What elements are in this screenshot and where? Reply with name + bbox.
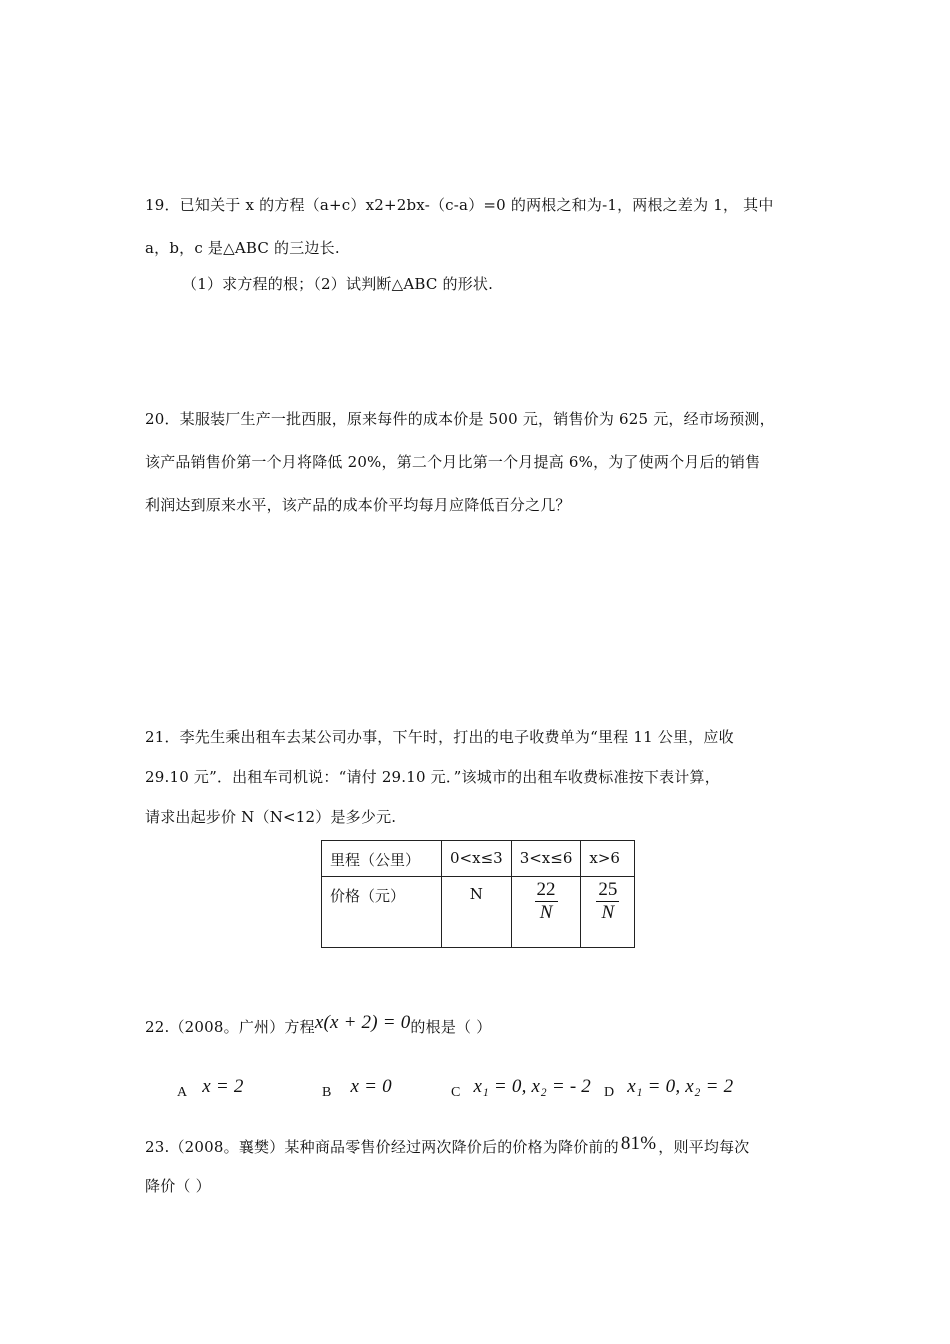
- q23-percent: 81%: [620, 1133, 657, 1154]
- fraction-denominator: N: [539, 902, 553, 923]
- q23-line-1: [145, 1133, 750, 1158]
- q20-line-3: 利润达到原来水平，该产品的成本价平均每月应降低百分之几？: [145, 496, 571, 514]
- q20-line-2: 该产品销售价第一个月将降低 20%，第二个月比第一个月提高 6%，为了使两个月后的销售: [145, 453, 761, 471]
- fraction-denominator: N: [601, 902, 615, 923]
- q22-option-b: [322, 1076, 392, 1098]
- q22-option-c: [451, 1076, 591, 1098]
- q23-suffix: ，则平均每次: [658, 1138, 750, 1156]
- price-cell-2: [511, 877, 581, 948]
- fraction-22-over-n: [535, 879, 558, 924]
- q22-option-a: [177, 1076, 244, 1098]
- fraction-numerator: 22: [536, 879, 556, 900]
- fare-table-header-row: [322, 841, 635, 877]
- fare-table-price-row: [322, 877, 635, 948]
- q20-line-1: 20．某服装厂生产一批西服，原来每件的成本价是 500 元，销售价为 625 元，经市场预测，: [145, 410, 775, 428]
- q19-line-2: a，b，c 是△ABC 的三边长.: [145, 239, 340, 257]
- option-letter: D: [604, 1085, 615, 1100]
- option-expression: x₁ = 0, x₂ = 2: [627, 1076, 734, 1097]
- price-cell-3: [581, 877, 635, 948]
- q22-prefix: 22.（2008。广州）方程: [145, 1018, 315, 1036]
- q22-stem: [145, 1012, 492, 1038]
- option-expression: x = 0: [350, 1076, 392, 1097]
- option-letter: A: [177, 1085, 188, 1100]
- price-cell-1: N: [442, 877, 512, 948]
- q23-prefix: 23.（2008。襄樊）某种商品零售价经过两次降价后的价格为降价前的: [145, 1138, 619, 1156]
- q23-line-2: 降价（ ）: [145, 1177, 211, 1195]
- header-range-3: x>6: [581, 841, 635, 877]
- fare-table: [321, 840, 635, 948]
- q21-line-2: 29.10 元”．出租车司机说：“请付 29.10 元．”该城市的出租车收费标准按下表计算，: [145, 768, 720, 786]
- q21-line-1: 21．李先生乘出租车去某公司办事，下午时，打出的电子收费单为“里程 11 公里，应收: [145, 728, 734, 746]
- q22-equation: x(x + 2) = 0: [314, 1012, 411, 1033]
- header-range-2: 3<x≤6: [511, 841, 581, 877]
- q22-option-d: [604, 1076, 733, 1098]
- fraction-25-over-n: [596, 879, 619, 924]
- q19-line-1: 19．已知关于 x 的方程（a+c）x2+2bx-（c-a）=0 的两根之和为-1，两根之差为 1， 其中: [145, 196, 774, 214]
- q22-suffix: 的根是（ ）: [410, 1018, 492, 1036]
- option-expression: x = 2: [202, 1076, 244, 1097]
- option-letter: B: [322, 1085, 332, 1100]
- q21-line-3: 请求出起步价 N（N<12）是多少元.: [145, 808, 397, 826]
- option-expression: x₁ = 0, x₂ = - 2: [473, 1076, 592, 1097]
- q19-subquestions: （1）求方程的根；（2）试判断△ABC 的形状.: [182, 275, 494, 293]
- header-range-1: 0<x≤3: [442, 841, 512, 877]
- row-label-price: 价格（元）: [322, 877, 442, 948]
- fraction-numerator: 25: [598, 879, 618, 900]
- header-distance: 里程（公里）: [322, 841, 442, 877]
- option-letter: C: [451, 1085, 461, 1100]
